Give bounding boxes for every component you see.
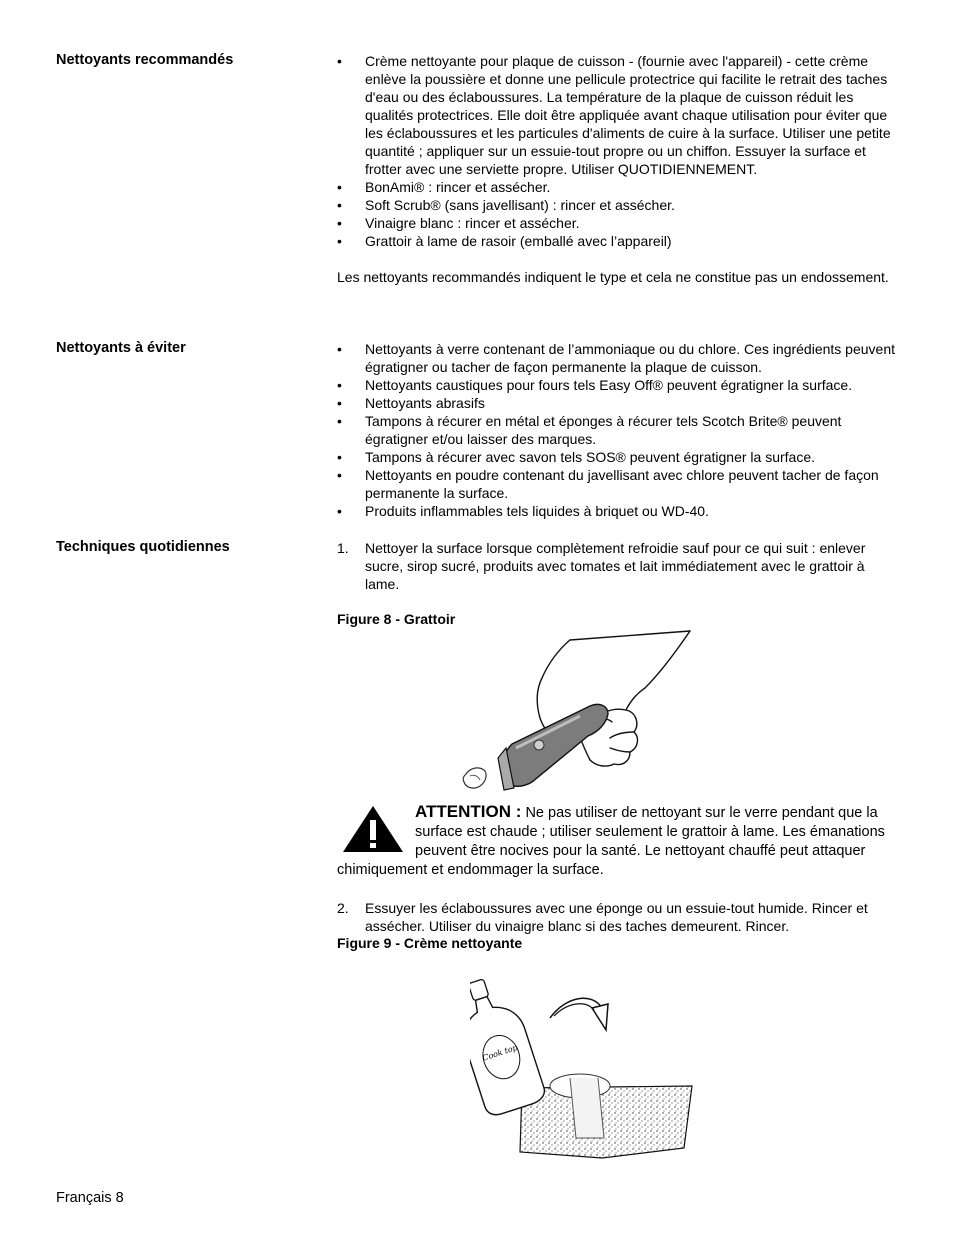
list-item: [337, 899, 902, 935]
list-item: [337, 466, 902, 502]
cleaners-to-avoid-list: [337, 340, 902, 520]
bullet: •: [337, 467, 342, 483]
daily-step-1: [337, 539, 902, 593]
bullet: •: [337, 233, 342, 249]
list-item: [337, 52, 902, 178]
page-footer: Français 8: [56, 1190, 124, 1206]
item-text: Crème nettoyante pour plaque de cuisson - (fournie avec l'appareil) - cette crème enlève la poussière et donne une pellicule protectrice qui facilite le retrait des taches d'eau ou des éclaboussures. La température de la plaque de cuisson réduit les qualités protectrices. Elle doit être appliquée avant chaque utilisation pour éviter que les éclaboussures et les particules d'aliments de cuire à la surface. Utiliser une petite quantité ; appliquer sur un essuie-tout propre ou un chiffon. Essuyer la surface et frotter avec une serviette propre. Utiliser QUOTIDIENNEMENT.: [365, 53, 891, 177]
bullet: •: [337, 395, 342, 411]
attention-title: ATTENTION :: [415, 802, 522, 821]
item-text: Nettoyants abrasifs: [365, 395, 485, 411]
warning-triangle-icon: [341, 804, 405, 854]
heading-cleaners-to-avoid: Nettoyants à éviter: [56, 340, 186, 356]
daily-steps-list-2: [337, 899, 902, 935]
daily-steps-list-1: [337, 539, 902, 593]
bullet: •: [337, 449, 342, 465]
item-text: BonAmi® : rincer et assécher.: [365, 179, 551, 195]
list-item: [337, 340, 902, 376]
list-item: [337, 214, 902, 232]
daily-step-2: [337, 899, 902, 935]
step-text: Essuyer les éclaboussures avec une éponge ou un essuie-tout humide. Rincer et assécher. Utiliser du vinaigre blanc si des taches demeurent. Rincer.: [365, 900, 868, 934]
hand-scraper-illustration: [440, 628, 700, 796]
item-text: Produits inflammables tels liquides à briquet ou WD-40.: [365, 503, 709, 519]
heading-recommended-cleaners: Nettoyants recommandés: [56, 52, 234, 68]
step-text: Nettoyer la surface lorsque complètement refroidie sauf pour ce qui suit : enlever sucre, sirop sucré, produits avec tomates et lait immédiatement avec le grattoir à lame.: [365, 540, 866, 592]
list-item: [337, 448, 902, 466]
endorsement-note: Les nettoyants recommandés indiquent le type et cela ne constitue pas un endossement.: [337, 269, 889, 285]
list-item: [337, 539, 902, 593]
bullet: •: [337, 197, 342, 213]
bullet: •: [337, 215, 342, 231]
cleaners-to-avoid-content: [337, 340, 902, 520]
list-item: [337, 178, 902, 196]
list-item: [337, 196, 902, 214]
step-number: 2.: [337, 900, 349, 916]
item-text: Grattoir à lame de rasoir (emballé avec l’appareil): [365, 233, 672, 249]
list-item: [337, 394, 902, 412]
recommended-cleaners-content: [337, 52, 902, 286]
list-item: [337, 412, 902, 448]
attention-notice: [337, 802, 902, 880]
bottle-label-text: Cook top: [481, 1042, 519, 1063]
item-text: Soft Scrub® (sans javellisant) : rincer et assécher.: [365, 197, 675, 213]
figure-9-caption: Figure 9 - Crème nettoyante: [337, 935, 523, 951]
recommended-cleaners-list: [337, 52, 902, 250]
list-item: [337, 376, 902, 394]
item-text: Nettoyants en poudre contenant du javellisant avec chlore peuvent tacher de façon permanente la surface.: [365, 467, 879, 501]
bullet: •: [337, 179, 342, 195]
cream-bottle-illustration: [470, 968, 700, 1168]
item-text: Tampons à récurer en métal et éponges à récurer tels Scotch Brite® peuvent égratigner et/ou laisser des marques.: [365, 413, 842, 447]
list-item: [337, 502, 902, 520]
bullet: •: [337, 377, 342, 393]
bullet: •: [337, 341, 342, 357]
bullet: •: [337, 53, 342, 69]
item-text: Nettoyants caustiques pour fours tels Easy Off® peuvent égratigner la surface.: [365, 377, 853, 393]
figure-8-caption: Figure 8 - Grattoir: [337, 611, 456, 627]
item-text: Tampons à récurer avec savon tels SOS® peuvent égratigner la surface.: [365, 449, 815, 465]
attention-text: Ne pas utiliser de nettoyant sur le verre pendant que la surface est chaude ; utiliser seulement le grattoir à lame. Les émanations peuvent être nocives pour la santé. Le nettoyant chauffé peut attaquer chimiquement et endommager la surface.: [337, 805, 885, 878]
bullet: •: [337, 503, 342, 519]
item-text: Nettoyants à verre contenant de l’ammoniaque ou du chlore. Ces ingrédients peuvent égratigner ou tacher de façon permanente la plaque de cuisson.: [365, 341, 895, 375]
item-text: Vinaigre blanc : rincer et assécher.: [365, 215, 580, 231]
bullet: •: [337, 413, 342, 429]
list-item: [337, 232, 902, 250]
heading-daily-techniques: Techniques quotidiennes: [56, 539, 230, 555]
step-number: 1.: [337, 540, 349, 556]
